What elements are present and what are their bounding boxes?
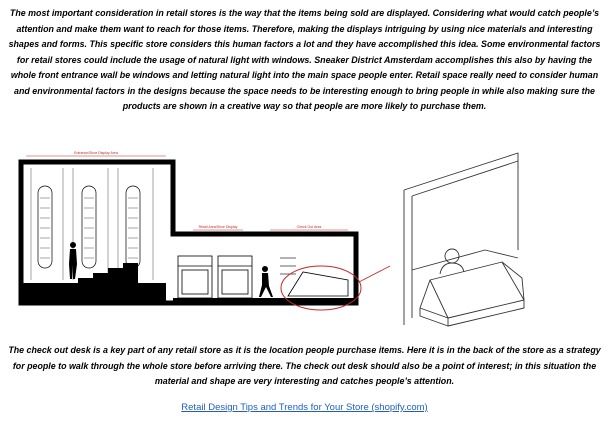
human-figure-left xyxy=(69,242,77,279)
human-figure-right xyxy=(259,266,273,297)
ground-floor xyxy=(21,283,166,305)
building-outline xyxy=(21,162,356,303)
dimension-lines xyxy=(26,156,348,230)
checkout-desk-section xyxy=(288,272,348,296)
highlight-leader-line xyxy=(359,266,390,282)
retail-area-label: Retail Area/Shoe Display xyxy=(198,225,238,229)
upper-floor-slab xyxy=(173,298,356,303)
checkout-area-label: Check Out Area xyxy=(296,225,322,229)
display-niches xyxy=(38,186,140,268)
display-cabinets xyxy=(178,256,252,298)
checkout-desk-sketch xyxy=(390,150,600,345)
store-section-drawing xyxy=(18,148,390,330)
intro-paragraph: The most important consideration in retail stores is the way that the items being sold are displayed. Considering what would catch people’s attention and make them want to reach for those items. Therefore, making the displays intriguing by using nice materials and interesting shapes and forms. This specific store considers this human factors a lot and they have accomplished this idea. Some environmental factors for retail stores could include the usage of natural light with windows. Sneaker District Amsterdam accomplishes this also by having the whole front entrance wall be windows and letting natural light into the main space people enter. Retail space really need to consider human and environmental factors in the designs because the space needs to be interesting enough to bring people in while also making sure the products are shown in a creative way so that people are more likely to purchase them. xyxy=(8,8,601,111)
checkout-paragraph: The check out desk is a key part of any retail store as it is the location people purchase items. Here it is in the back of the store as a strategy for people to walk through the whole store before arriving there. The check out desk should also be a point of interest; in this situation the material and shape are very interesting and catches people’s attention. xyxy=(8,345,601,386)
source-link[interactable]: Retail Design Tips and Trends for Your Store (shopify.com) xyxy=(181,402,428,413)
display-area-label: Entrance/Shoe Display Area xyxy=(74,151,118,155)
